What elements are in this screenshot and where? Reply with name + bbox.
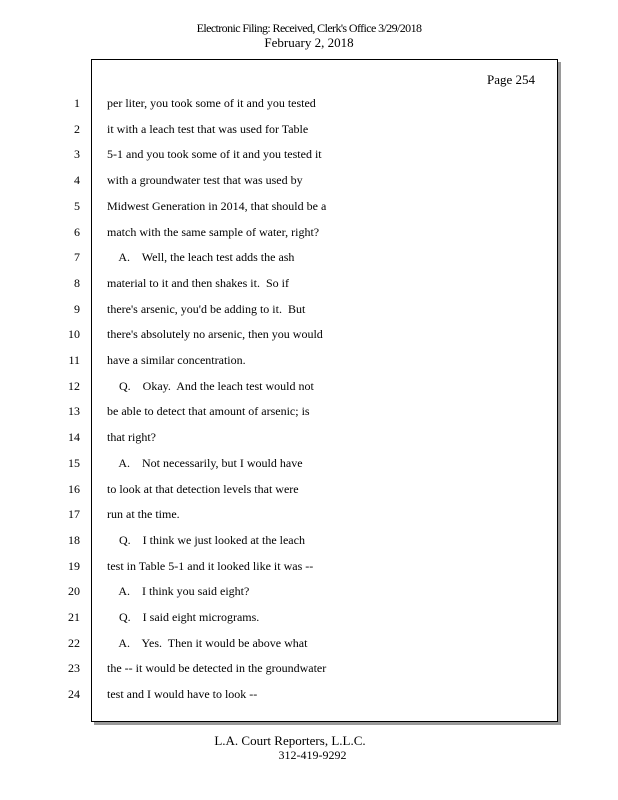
line-number: 11 <box>68 353 80 367</box>
line-number: 5 <box>74 199 80 213</box>
line-number: 10 <box>68 327 80 341</box>
line-text: be able to detect that amount of arsenic; is <box>107 404 310 418</box>
line-number: 9 <box>74 302 80 316</box>
line-number: 2 <box>74 122 80 136</box>
line-number: 24 <box>68 687 80 701</box>
line-text: A. Well, the leach test adds the ash <box>107 250 295 264</box>
line-text: run at the time. <box>107 507 180 521</box>
line-number: 19 <box>68 559 80 573</box>
line-text: Q. I said eight micrograms. <box>107 610 260 624</box>
transcript-date: February 2, 2018 <box>264 35 354 50</box>
line-number: 22 <box>68 636 80 650</box>
line-text: per liter, you took some of it and you tested <box>107 96 316 110</box>
footer-phone: 312-419-9292 <box>278 748 347 762</box>
line-number: 4 <box>74 173 80 187</box>
line-text: Q. Okay. And the leach test would not <box>107 379 314 393</box>
line-text: that right? <box>107 430 156 444</box>
line-text: test and I would have to look -- <box>107 687 258 701</box>
line-number: 15 <box>68 456 80 470</box>
line-number: 20 <box>68 584 80 598</box>
line-text: have a similar concentration. <box>107 353 246 367</box>
line-number: 1 <box>74 96 80 110</box>
line-number: 14 <box>68 430 80 444</box>
line-number: 23 <box>68 661 80 675</box>
line-text: material to it and then shakes it. So if <box>107 276 289 290</box>
line-text: A. Yes. Then it would be above what <box>107 636 308 650</box>
page-number: Page 254 <box>486 72 535 87</box>
line-number: 17 <box>68 507 80 521</box>
line-text: there's absolutely no arsenic, then you would <box>107 327 323 341</box>
line-number: 3 <box>74 147 80 161</box>
line-number: 16 <box>68 482 80 496</box>
footer-company: L.A. Court Reporters, L.L.C. <box>214 733 366 748</box>
line-text: 5-1 and you took some of it and you tested it <box>107 147 322 161</box>
line-text: Midwest Generation in 2014, that should be a <box>107 199 327 213</box>
line-text: the -- it would be detected in the groundwater <box>107 661 327 675</box>
line-text: A. I think you said eight? <box>107 584 250 598</box>
line-number: 12 <box>68 379 80 393</box>
line-number: 6 <box>74 225 80 239</box>
line-text: there's arsenic, you'd be adding to it. But <box>107 302 306 316</box>
line-number: 13 <box>68 404 80 418</box>
line-text: to look at that detection levels that were <box>107 482 299 496</box>
line-number: 8 <box>74 276 80 290</box>
filing-stamp: Electronic Filing: Received, Clerk's Office 3/29/2018 <box>196 21 422 35</box>
line-number: 18 <box>68 533 80 547</box>
line-text: match with the same sample of water, right? <box>107 225 320 239</box>
line-text: test in Table 5-1 and it looked like it was -- <box>107 559 314 573</box>
line-text: it with a leach test that was used for Table <box>107 122 309 136</box>
line-text: A. Not necessarily, but I would have <box>107 456 303 470</box>
line-text: Q. I think we just looked at the leach <box>107 533 305 547</box>
line-text: with a groundwater test that was used by <box>107 173 303 187</box>
line-number: 21 <box>68 610 80 624</box>
line-number: 7 <box>74 250 80 264</box>
